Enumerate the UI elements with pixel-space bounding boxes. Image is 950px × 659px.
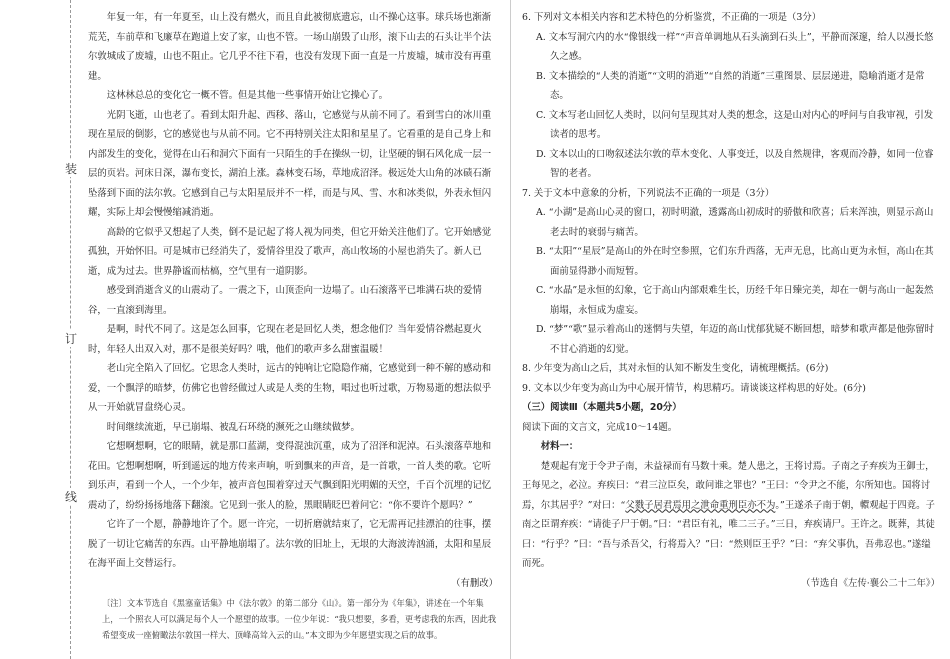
passage-paragraph: 高龄的它似乎又想起了人类，倒不是记起了将人视为同类，但它开始关注他们了。它开始感觉孤独，开始怀旧。可是城市已经消失了，爱情谷里没了歌声，高山牧场的小屋也消失了。新人已逝，成为过去。世界静谧而枯槁，空气里有一道阴影。 [88,226,492,277]
question-6-option-a: A. 文本写洞穴内的水“像银线一样”“声音单调地从石头滴到石头上”，平静而深邃，给人以漫长悠久之感。 [536,31,934,62]
question-6-option-c: C. 文本写老山回忆人类时，以问句呈现其对人类的想念，这是山对内心的呼问与自我审视，引发读者的思考。 [536,109,934,140]
question-7-option-a: A. “小湖”是高山心灵的窗口，初时明澈，透露高山初成时的骄傲和欣喜；后来浑浊，则显示高山老去时的衰弱与痛苦。 [536,207,934,238]
column-divider [510,0,511,659]
classical-source: （节选自《左传·襄公二十二年》） [801,577,940,589]
passage-paragraph: 年复一年，有一年夏至，山上没有燃火，而且自此被彻底遗忘，山不操心这事。球兵场也渐渐荒芜，车前草和飞廉草在跑道上安了家，山也不管。一场山崩毁了山形，滚下山去的石头让半个法尔敦城成了废墟，山也不阻止。它几乎不往下看，也没有发现下面一直是一片废墟，城市没有再重建。 [88,12,492,82]
question-7-option-d: D. “梦”“歌”显示着高山的迷惘与失望，年迈的高山忧郁犹疑不断回想，暗梦和歌声都是他弥留时不甘心消逝的幻觉。 [536,324,934,355]
question-9: 9. 文本以少年变为高山为中心展开情节，构思精巧。请谈谈这样构思的好处。(6分) [522,382,866,394]
passage-paragraph: 光阴飞逝，山也老了。看到太阳升起、西移、落山，它感觉与从前不同了。看到雪白的冰川重现在星辰的倒影，它的感觉也与从前不同。它不再特别关注太阳和星星了。它看重的是自己身上和内部发生的变化，觉得在山石和洞穴下面有一只陌生的手在操纵一切，让坚硬的铜石风化成一层一层的页岩。河床日深，瀑布变长，湖泊上涨。森林变石场，草地成沼泽。极远处大山角的冰碛石渐坠落到下面的法尔敦。它感到自己与太阳星辰并不一样，而是与风、雪、水和冰类似，外表永恒闪耀，实际上却会慢慢缩减消逝。 [88,109,492,218]
classical-text-wavy-underlined: 父戮子居君焉用之泄命重刑臣亦不为 [625,499,776,511]
classical-text-part: 。”王遂杀子南于朝，轘观起于四竟。子南之臣谓弃疾：“请徙子尸于朝。”曰：“君臣有礼，唯二三子。”三日，弃疾请尸。王许之。既葬，其徒曰：“行乎？”曰：“吾与杀吾父，行将焉入？”曰：“然则臣王乎？”曰：“弃父事仇，吾弗忍也。”遂缢而死。 [522,499,935,569]
passage-paragraph: 是啊，时代不同了。这是怎么回事，它现在老是回忆人类，想念他们？当年爱情谷燃起夏火时，年轻人出双入对，那不是很美好吗？哦，他们的歌声多么甜蜜温暖！ [88,324,482,355]
section-intro: 阅读下面的文言文，完成10～14题。 [522,421,678,433]
material-label: 材料一： [540,441,579,452]
question-6-option-d: D. 文本以山的口吻叙述法尔敦的草木变化、人事变迁，以及自然规律，客观而冷静，如同一位睿智的老者。 [536,148,934,179]
question-6-stem: 6. 下列对文本相关内容和艺术特色的分析鉴赏，不正确的一项是（3分） [522,12,822,23]
passage-paragraph: 老山完全陷入了回忆。它思念人类时，远古的钝响让它隐隐作痛，它感觉到一种不解的感动和爱，一个飘浮的暗梦，仿佛它也曾经做过人或是人类的生物，唱过也听过歌，万物易逝的想法似乎从一开始就冒盘绕心灵。 [88,363,492,413]
question-6-option-b: B. 文本描绘的“人类的消逝”“文明的消逝”“自然的消逝”三重图景、层层递进，隐喻消逝才是常态。 [536,70,925,101]
passage-paragraph: 它许了一个愿，静静地许了个。愿一许完，一切折磨就结束了，它无需再记挂漂泊的往事，摆脱了一切让它痛苦的东西。山平静地崩塌了。法尔敦的旧址上，无垠的大海波涛汹涌，太阳和星辰在海平面上交替运行。 [88,519,492,569]
question-8: 8. 少年变为高山之后，其对永恒的认知不断发生变化，请梳理概括。(6分) [522,363,829,374]
question-7-stem: 7. 关于文本中意象的分析，下列说法不正确的一项是（3分） [522,187,775,199]
passage-paragraph: 它想啊想啊，它的眼睛，就是那口蓝湖，变得混浊沉重，成为了沼泽和泥淖。石头滚落草地和花田。它想啊想啊，听到遥远的地方传来声响，听到飘来的声音，是一首歌，一首人类的歌。它听到乐声，看到一个人，一个少年，被声音包围着穿过天气飘到阳光明媚的天空，千百个沉埋的记忆震动了，纷纷扬扬地落下翻滚。它见到一张人的脸，黑眼睛眨巴着问它：“你不要许个愿吗？” [88,441,492,511]
question-7-option-c: C. “水晶”是永恒的幻象，它于高山内部艰难生长，历经千年日臻完美，却在一朝与高山一起轰然崩塌，永恒成为虚妄。 [536,285,934,316]
classical-text-part: 楚观起有宠于令尹子南，未益禄而有马数十乘。楚人患之，王将讨焉。子南之子弃疾为王御士，王每见之，必泣。弃疾曰：“君三泣臣矣，敢问谁之罪也？”王曰：“令尹之不能，尔所知也。国将讨焉，尔其居乎？”对曰：“ [522,460,935,511]
question-7-option-b: B. “太阳”“星辰”是高山的外在时空参照，它们东升西落，无声无息，比高山更为永恒，高山在其面前显得渺小而短暂。 [536,246,934,277]
binding-margin [60,0,82,659]
binding-mark-xian: 线 [62,488,80,505]
right-column [522,8,940,593]
passage-paragraph: 感受到消逝含义的山震动了。一震之下，山顶歪向一边塌了。山石滚落平已堆满石块的爱情谷，一直滚到海里。 [88,285,482,316]
classical-text [522,457,940,574]
section-heading: （三）阅读Ⅲ（本题共5小题，20分） [522,402,682,413]
passage-note: 〔注〕文本节选自《黑塞童话集》中《法尔敦》的第二部分《山》。第一部分为《年集》，讲述在一个年集上，一个照衣人可以满足每个人一个愿望的故事。一位少年说：“我只想要，多看，更考虑我的东西，因此我希望变成一座俯瞰法尔敦国一样大、顶峰高耸入云的山。”本文即为少年愿望实现之后的故事。 [102,598,497,640]
binding-mark-ding: 订 [62,330,80,347]
passage-paragraph: 时间继续流逝，早已崩塌、被乱石环绕的濒死之山继续做梦。 [106,421,360,433]
binding-mark-zhuang: 装 [62,160,80,177]
left-column [88,8,498,643]
passage-source: （有删改） [451,577,498,589]
passage-paragraph: 这林林总总的变化它一概不管。但是其他一些事情开始让它操心了。 [106,90,389,101]
